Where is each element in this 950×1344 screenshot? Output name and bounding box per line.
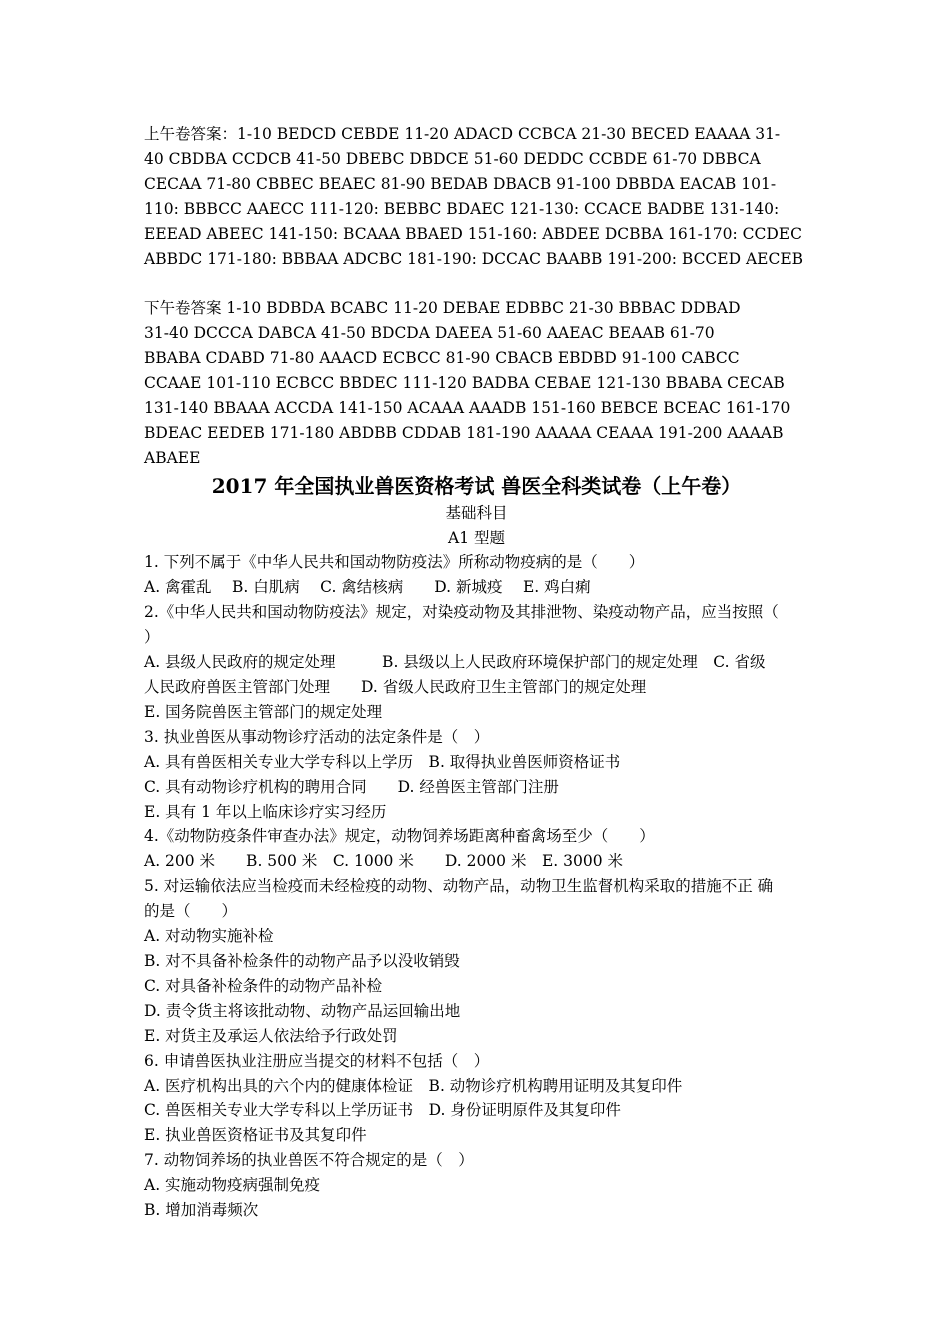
question-line: 5. 对运输依法应当检疫而未经检疫的动物、动物产品，动物卫生监督机构采取的措施不正 确 <box>144 877 774 896</box>
question-line: 6. 申请兽医执业注册应当提交的材料不包括（ ） <box>144 1051 490 1070</box>
question-line: 2.《中华人民共和国动物防疫法》规定，对染疫动物及其排泄物、染疫动物产品，应当按照（ <box>144 603 779 622</box>
option-line: C. 对具备补检条件的动物产品补检 <box>144 976 383 995</box>
question-type-heading: A1 型题 <box>448 528 505 547</box>
afternoon-answers-line: 131-140 BBAAA ACCDA 141-150 ACAAA AAADB 151-160 BEBCE BCEAC 161-170 <box>144 398 791 417</box>
morning-answers-line: 40 CBDBA CCDCB 41-50 DBEBC DBDCE 51-60 DEDDC CCBDE 61-70 DBBCA <box>144 149 761 168</box>
exam-title: 2017 年全国执业兽医资格考试 兽医全科类试卷（上午卷） <box>211 473 742 498</box>
morning-answers-line: EEEAD ABEEC 141-150: BCAAA BBAED 151-160: ABDEE DCBBA 161-170: CCDEC <box>144 224 802 243</box>
question-line: 1. 下列不属于《中华人民共和国动物防疫法》所称动物疫病的是（ ） <box>144 553 645 572</box>
question-line: ） <box>144 628 160 647</box>
morning-answers <box>144 122 809 271</box>
paragraph-gap <box>144 271 809 296</box>
morning-answers-line: 上午卷答案：1-10 BEDCD CEBDE 11-20 ADACD CCBCA 21-30 BECED EAAAA 31- <box>144 125 781 143</box>
document-body <box>144 122 809 1223</box>
question-list <box>144 550 809 1222</box>
afternoon-answers-line: 31-40 DCCCA DABCA 41-50 BDCDA DAEEA 51-60 AAEAC BEAAB 61-70 <box>144 324 715 343</box>
option-line: A. 200 米 B. 500 米 C. 1000 米 D. 2000 米 E. 3000 米 <box>144 852 623 871</box>
option-line: A. 医疗机构出具的六个内的健康体检证 B. 动物诊疗机构聘用证明及其复印件 <box>144 1076 683 1095</box>
option-line: E. 具有 1 年以上临床诊疗实习经历 <box>144 802 387 821</box>
option-line: D. 责令货主将该批动物、动物产品运回输出地 <box>144 1001 461 1020</box>
afternoon-answers <box>144 296 809 470</box>
morning-answers-line: ABBDC 171-180: BBBAA ADCBC 181-190: DCCAC BAABB 191-200: BCCED AECEB <box>144 249 804 268</box>
afternoon-answers-line: 下午卷答案 1-10 BDBDA BCABC 11-20 DEBAE EDBBC 21-30 BBBAC DDBAD <box>144 299 741 318</box>
afternoon-answers-line: BDEAC EEDEB 171-180 ABDBB CDDAB 181-190 AAAAA CEAAA 191-200 AAAAB <box>144 423 784 442</box>
option-line: A. 对动物实施补检 <box>144 927 274 946</box>
morning-answers-line: 110: BBBCC AAECC 111-120: BEBBC BDAEC 121-130: CCACE BADBE 131-140: <box>144 199 780 218</box>
option-line: C. 具有动物诊疗机构的聘用合同 D. 经兽医主管部门注册 <box>144 777 559 796</box>
question-line: 4.《动物防疫条件审查办法》规定，动物饲养场距离种畜禽场至少（ ） <box>144 827 655 846</box>
option-line: B. 对不具备补检条件的动物产品予以没收销毁 <box>144 951 460 970</box>
option-line: C. 兽医相关专业大学专科以上学历证书 D. 身份证明原件及其复印件 <box>144 1101 621 1120</box>
question-line: 3. 执业兽医从事动物诊疗活动的法定条件是（ ） <box>144 727 490 746</box>
section-heading: 基础科目 <box>445 503 508 522</box>
option-line: E. 执业兽医资格证书及其复印件 <box>144 1126 367 1145</box>
afternoon-answers-line: ABAEE <box>144 448 201 467</box>
option-line: E. 国务院兽医主管部门的规定处理 <box>144 702 383 721</box>
afternoon-answers-line: CCAAE 101-110 ECBCC BBDEC 111-120 BADBA CEBAE 121-130 BBABA CECAB <box>144 374 785 393</box>
afternoon-answers-line: BBABA CDABD 71-80 AAACD ECBCC 81-90 CBACB EBDBD 91-100 CABCC <box>144 349 740 368</box>
option-line: A. 禽霍乱 B. 白肌病 C. 禽结核病 D. 新城疫 E. 鸡白痢 <box>144 578 591 597</box>
option-line: A. 具有兽医相关专业大学专科以上学历 B. 取得执业兽医师资格证书 <box>144 752 621 771</box>
option-line: E. 对货主及承运人依法给予行政处罚 <box>144 1026 398 1045</box>
option-line: 人民政府兽医主管部门处理 D. 省级人民政府卫生主管部门的规定处理 <box>144 678 647 697</box>
option-line: A. 县级人民政府的规定处理 B. 县级以上人民政府环境保护部门的规定处理 C. 省级 <box>144 653 766 672</box>
option-line: B. 增加消毒频次 <box>144 1201 259 1220</box>
question-line: 7. 动物饲养场的执业兽医不符合规定的是（ ） <box>144 1151 474 1170</box>
option-line: A. 实施动物疫病强制免疫 <box>144 1176 321 1195</box>
morning-answers-line: CECAA 71-80 CBBEC BEAEC 81-90 BEDAB DBACB 91-100 DBBDA EACAB 101- <box>144 174 777 193</box>
question-line: 的是（ ） <box>144 902 238 921</box>
